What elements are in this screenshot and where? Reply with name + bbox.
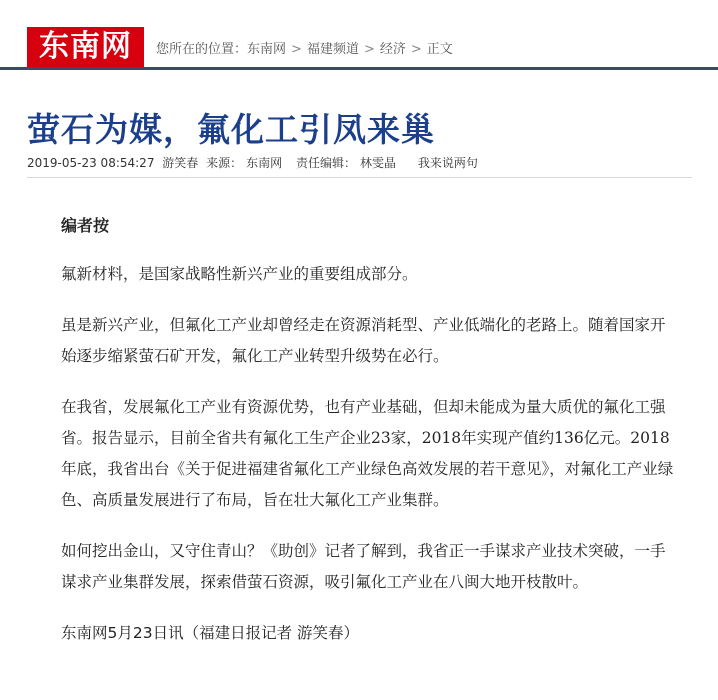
meta-divider [27, 177, 692, 178]
article-author: 游笑春 [162, 156, 199, 170]
breadcrumb [156, 38, 453, 57]
site-header [0, 0, 718, 70]
breadcrumb-home-link[interactable]: 东南网 [247, 42, 287, 57]
article-source: 东南网 [246, 156, 283, 170]
site-logo[interactable]: 东南网 [27, 27, 144, 67]
editor-note-heading: 编者按 [61, 216, 110, 235]
article-body [61, 210, 675, 669]
breadcrumb-separator: > [291, 42, 302, 57]
article-editor: 林雯晶 [360, 156, 397, 170]
comment-link[interactable]: 我来说两句 [417, 156, 478, 170]
source-label: 来源： [206, 156, 243, 170]
breadcrumb-fujian-link[interactable]: 福建频道 [306, 42, 359, 57]
breadcrumb-current: 正文 [426, 42, 453, 57]
paragraph: 氟新材料，是国家战略性新兴产业的重要组成部分。 [61, 265, 418, 283]
breadcrumb-separator: > [363, 42, 375, 57]
article-title: 萤石为媒，氟化工引凤来巢 [27, 110, 435, 149]
paragraph: 在我省，发展氟化工产业有资源优势，也有产业基础，但却未能成为量大质优的氟化工强省。报告显示，目前全省共有氟化工生产企业23家，2018年实现产值约136亿元。2018年底，我省出台《关于促进福建省氟化工产业绿色高效发展的若干意见》，对氟化工产业绿色、高质量发展进行了布局，旨在壮大氟化工产业集群。 [61, 398, 674, 509]
article-dateline: 东南网5月23日讯（福建日报记者 游笑春） [61, 624, 360, 642]
breadcrumb-prefix: 您所在的位置： [156, 42, 248, 57]
article-datetime: 2019-05-23 08:54:27 [27, 156, 155, 170]
editor-label: 责任编辑： [295, 156, 356, 170]
breadcrumb-separator: > [410, 42, 422, 57]
article-meta [27, 154, 482, 171]
paragraph: 虽是新兴产业，但氟化工产业却曾经走在资源消耗型、产业低端化的老路上。随着国家开始逐步缩紧萤石矿开发，氟化工产业转型升级势在必行。 [61, 316, 666, 365]
breadcrumb-economy-link[interactable]: 经济 [379, 42, 406, 57]
paragraph: 如何挖出金山，又守住青山？《助创》记者了解到，我省正一手谋求产业技术突破，一手谋求产业集群发展，探索借萤石资源，吸引氟化工产业在八闽大地开枝散叶。 [61, 542, 666, 591]
